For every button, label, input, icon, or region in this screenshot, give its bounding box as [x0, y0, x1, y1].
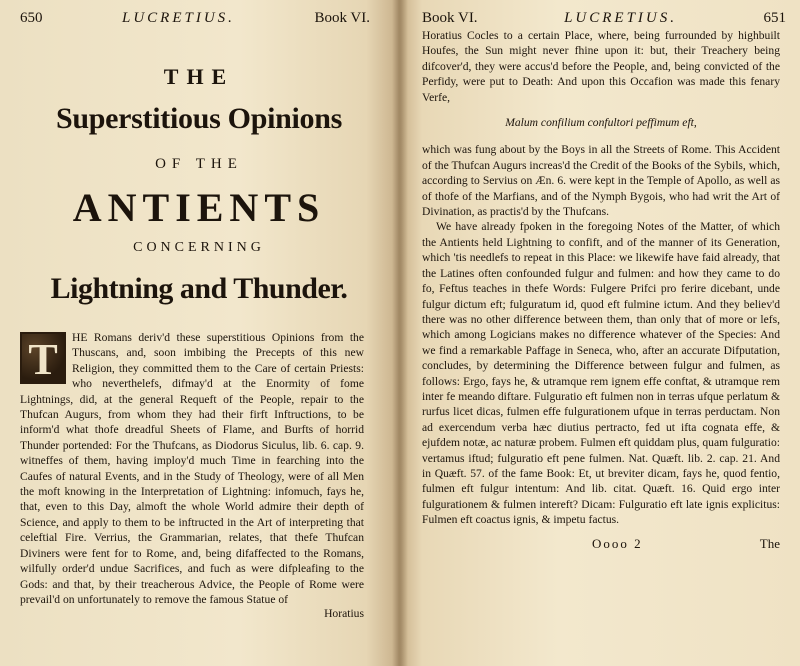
title-the: THE — [163, 64, 235, 89]
left-running-title: LUCRETIUS. — [122, 10, 235, 26]
right-book-label: Book VI. — [422, 10, 478, 26]
title-concerning: CONCERNING — [133, 240, 265, 255]
right-body — [422, 28, 786, 528]
left-running-head — [20, 8, 378, 28]
left-body — [20, 330, 378, 607]
right-running-title: LUCRETIUS. — [564, 10, 677, 26]
left-page — [0, 0, 398, 666]
left-body-text: HE Romans deriv'd these superstitious Opinions from the Thuscans, and, soon imbibing the Precepts of this new Religion, they committed them to the Care of certain Priests: who neverthelefs, difmay'd at the Enormity of fome Lightnings, did, at the general Requeft of the People, repair to the Thufcan Augurs, from whom they had their firft Inftructions, to be inform'd what thofe dreadful Sheets of Flame, and Burfts of horrid Thunder portended: For the Thufcans, as Diodorus Siculus, lib. 6. cap. 9. witneffes of them, having imploy'd much Time in fearching into the Caufes of natural Events, and in the Study of Theology, were of all Men the moft knowing in the Interpretation of Lightning: infomuch, fays he, that, even to this Day, almoft the whole World admire their depth of Science, and apply to them to be inftructed in the Art of interpreting that celeftial Fire. Verrius, the Grammarian, relates, that thefe Thufcan Diviners were fent for to Rome, and, being difaffected to the Romans, wilfully order'd undue Sacrifices, and fuch as were difpleafing to the Gods: and that, by their treacherous Advice, the People of Rome were prevail'd on unfortunately to remove the famous Statue of — [20, 331, 364, 606]
right-page-number: 651 — [763, 10, 786, 26]
title-superstitious: Superstitious Opinions — [55, 102, 342, 135]
right-paragraph-3: We have already fpoken in the foregoing Notes of the Matter, of which the Antients held Lightning to confift, and of the manner of its Generation, which 'tis needlefs to repeat in this Place: we likewife have faid already, that the Latines often confounded fulgur and fulmen: and how they came to do fo, Feftus teaches in thefe Words: Fulgere Prifci pro ferire dicebant, unde fulgur dictum eft; fulguratum id, quod eft fulmine ictum. And they believ'd there was no other difference between them, than only that of more or lefs, which among Logicians makes no difference whatever of the Species: And we find a remarkable Paffage in Seneca, who, after an accurate Difputation, concludes, by determining the Difference between fulgur and fulmen, as follows: Ergo, fays he, & utramque rem ignem effe conftat, & utramque rem inter fe meando diftare. Fulguratio eft fulmen non in terras ufque perlatum & rurfus licet dicas, fulmen effe fulgurationem ufque in terras perductam. Non ad exercendum verba hæc diutius pertracto, fed ut ifta cognata effe, & ejufdem notæ, ac naturæ probem. Fulmen eft quiddam plus, quam fulguratio: vertamus iftud; fulguratio eft pene fulmen. Nat. Quæft. lib. 2. cap. 21. And in Quæft. 57. of the fame Book: Et, ut breviter dicam, fays he, quod fentio, fulmen eft fulgur intentum: And lib. citat. Quæft. 16. Quid ergo inter fulgurationem & fulmen intereft? Dicam: Fulguratio eft late ignis explicitus: Fulmen eft coactus ignis, & impetu factus. — [422, 220, 780, 527]
right-paragraph-2: which was fung about by the Boys in all the Streets of Rome. This Accident of the Thufcan Augurs increas'd the Credit of the Books of the Sybils, which, according to Servius on Æn. 6. were kept in the Temple of Apollo, as well as of thofe of the Marfians, and of the Nymph Bygois, who had writ the Art of Divination, as practis'd by the Thufcans. — [422, 143, 780, 219]
title-lightning-thunder: Lightning and Thunder. — [50, 272, 348, 305]
title-antients: ANTIENTS — [72, 185, 326, 230]
right-footer — [422, 534, 786, 556]
right-running-head — [422, 8, 786, 28]
latin-quote: Malum confilium confultori peffimum eft, — [505, 116, 697, 130]
right-paragraph-1: Horatius Cocles to a certain Place, where, being furrounded by highbuilt Houfes, the Sun might never fhine upon it: but, their Treachery being difcover'd, they were accus'd before the People, and, being convicted of the Perfidy, were put to Death: And upon this Occafion was made this fenary Verfe, — [422, 29, 780, 104]
title-of-the: OF THE — [155, 156, 243, 172]
right-catchword: The — [759, 535, 780, 551]
left-catchword: Horatius — [324, 607, 364, 621]
left-book-label: Book VI. — [314, 10, 370, 26]
right-page — [398, 0, 800, 666]
left-page-number: 650 — [20, 10, 43, 26]
signature-mark: Oooo 2 — [592, 535, 643, 551]
chapter-title — [20, 64, 378, 314]
drop-cap: T — [20, 332, 66, 384]
